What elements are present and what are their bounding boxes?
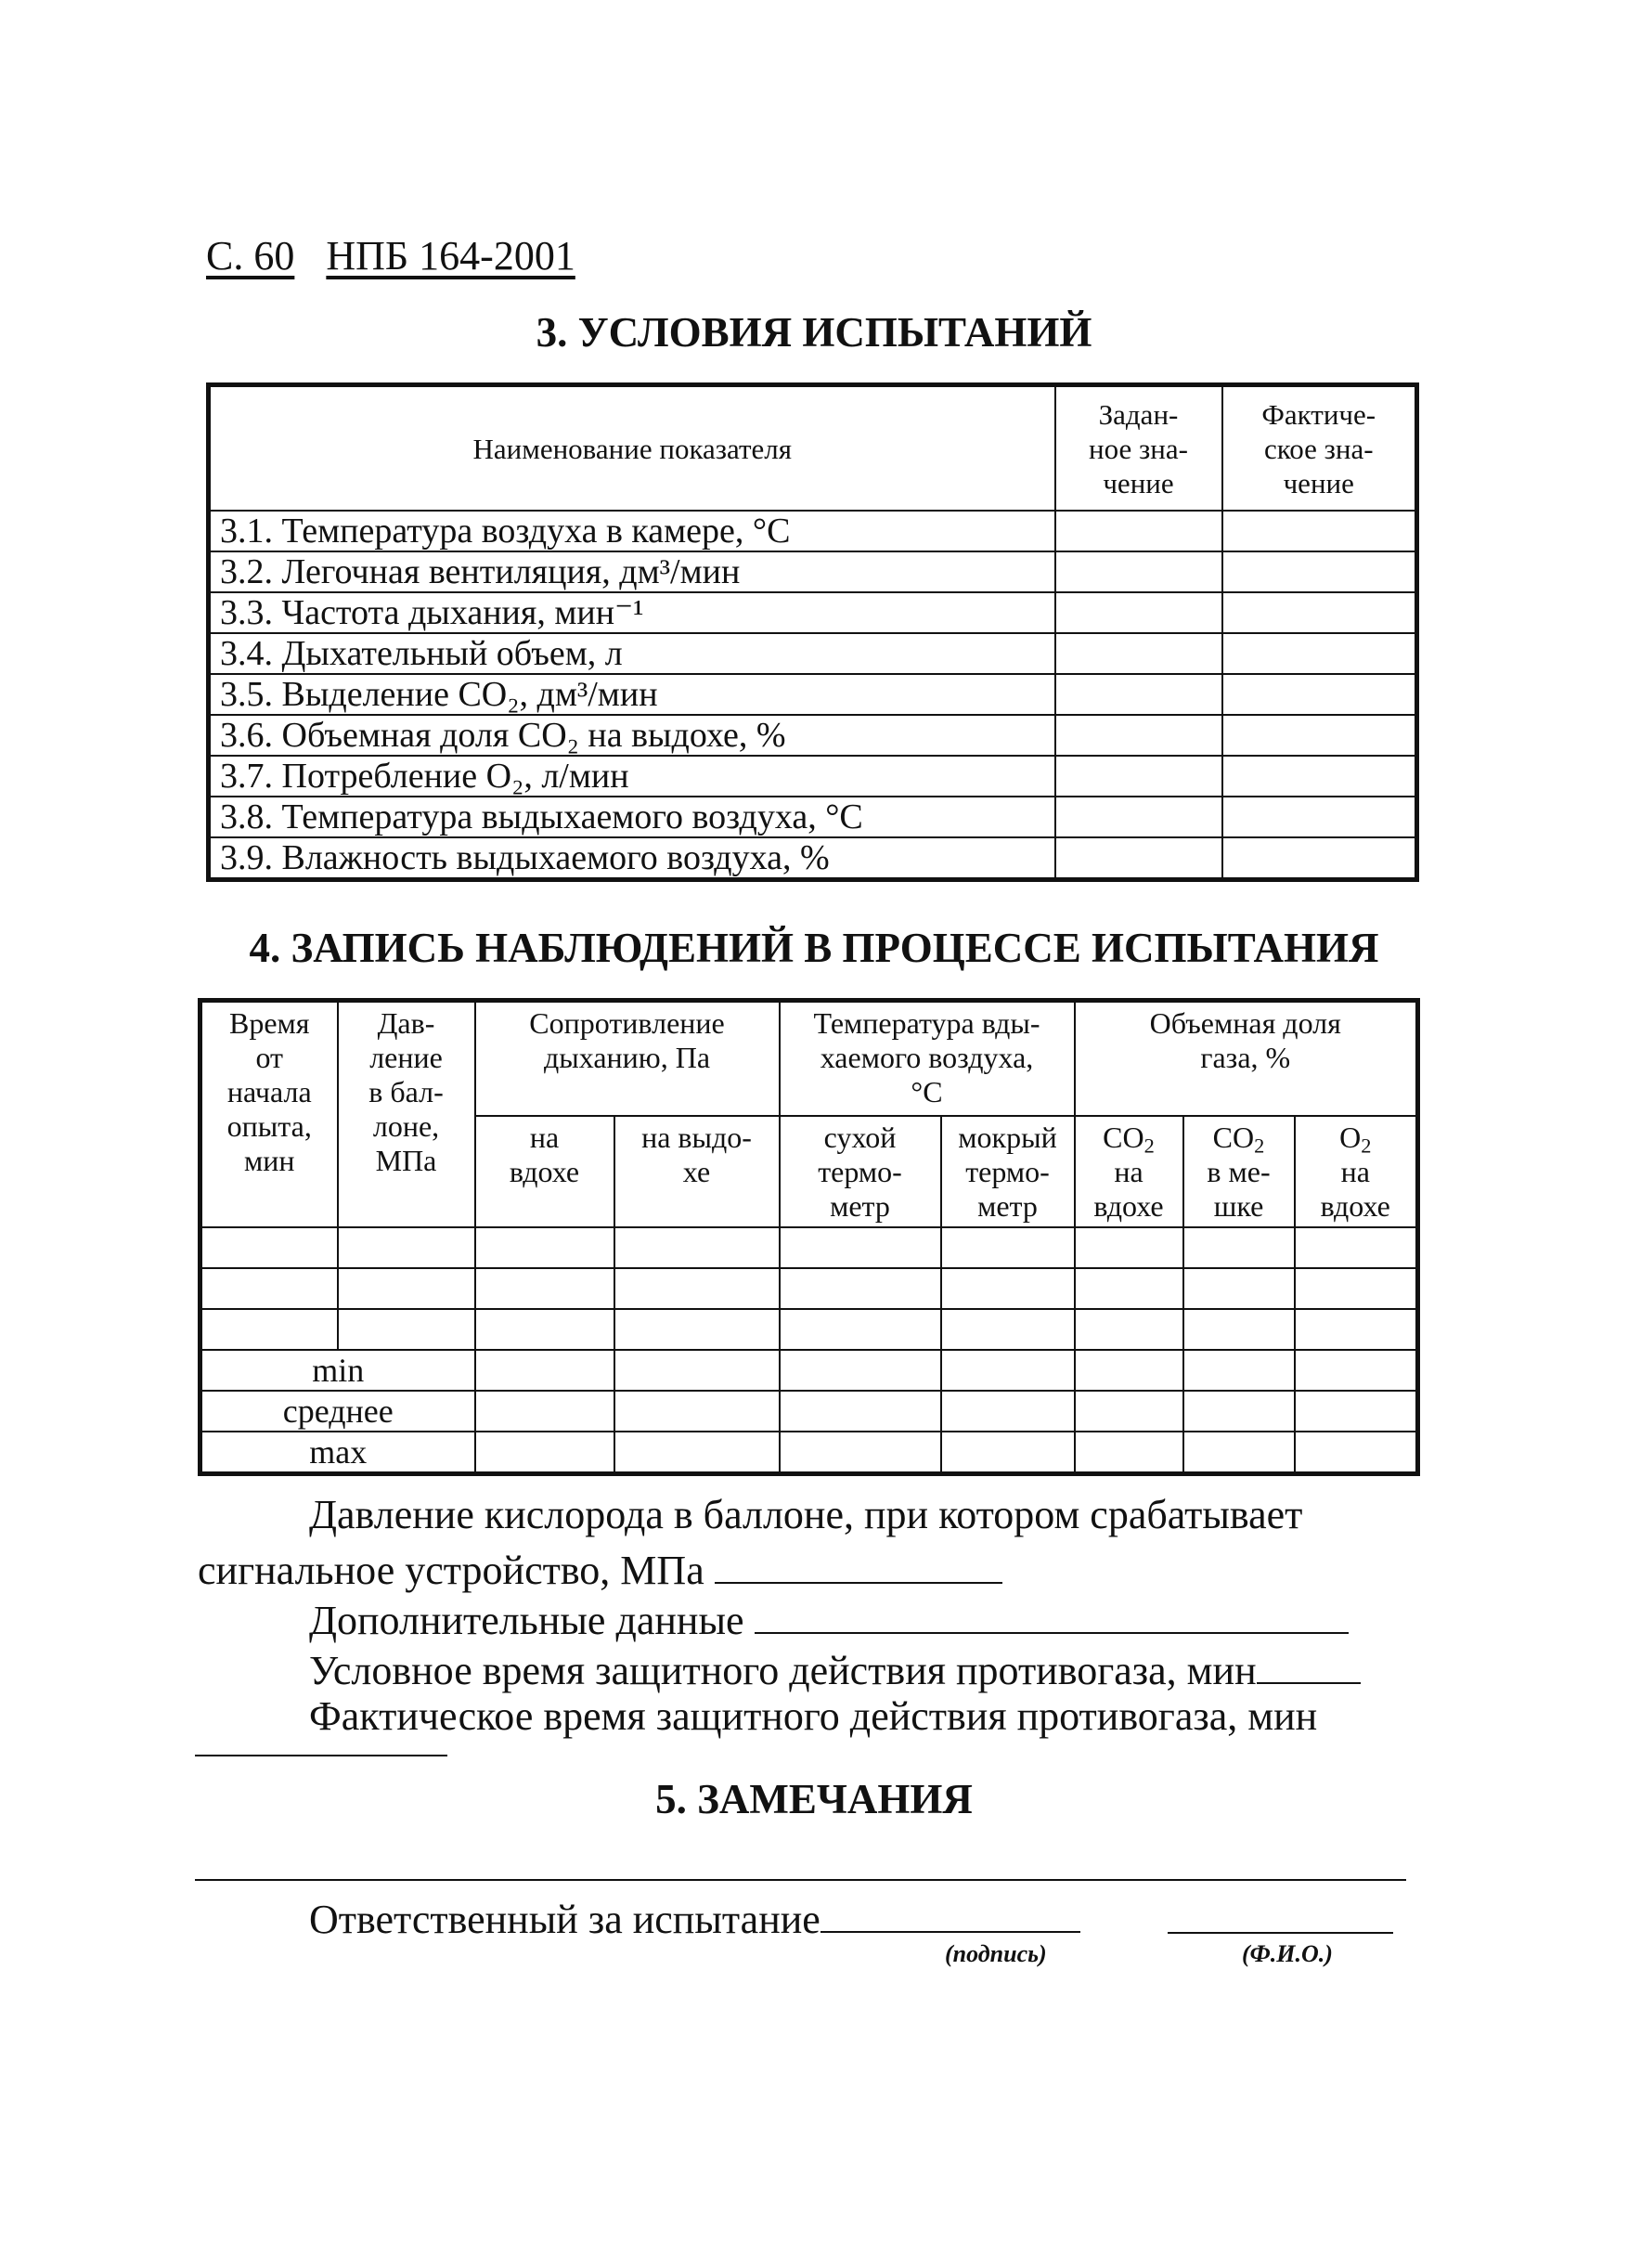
target-value-cell bbox=[1055, 715, 1222, 756]
condition-row bbox=[209, 715, 1417, 756]
observation-cell bbox=[1295, 1227, 1418, 1268]
summary-cell bbox=[941, 1350, 1075, 1391]
signature-caption: (подпись) bbox=[945, 1940, 1047, 1967]
summary-cell bbox=[1183, 1432, 1295, 1474]
condition-label: 3.6. Объемная доля СО₂ на выдохе, % bbox=[209, 715, 1055, 756]
observation-cell bbox=[200, 1227, 338, 1268]
observation-cell bbox=[780, 1227, 941, 1268]
observation-cell bbox=[1075, 1227, 1183, 1268]
observation-cell bbox=[614, 1309, 780, 1350]
condition-label: 3.7. Потребление О₂, л/мин bbox=[209, 756, 1055, 797]
column-header-exhale: на выдо- хе bbox=[614, 1116, 780, 1227]
observation-row bbox=[200, 1309, 1418, 1350]
observation-cell bbox=[1295, 1268, 1418, 1309]
condition-label: 3.8. Температура выдыхаемого воздуха, °С bbox=[209, 797, 1055, 837]
responsible-person: Ответственный за испытание bbox=[309, 1890, 1080, 1945]
name-line bbox=[1168, 1932, 1393, 1934]
page-number: С. 60 bbox=[206, 233, 295, 279]
note-additional-data: Дополнительные данные bbox=[309, 1591, 1349, 1646]
observation-cell bbox=[1295, 1309, 1418, 1350]
condition-row bbox=[209, 633, 1417, 674]
summary-row bbox=[200, 1432, 1418, 1474]
condition-label: 3.4. Дыхательный объем, л bbox=[209, 633, 1055, 674]
column-header-indicator: Наименование показателя bbox=[209, 385, 1055, 512]
page-header bbox=[206, 232, 575, 279]
actual-value-cell bbox=[1222, 756, 1417, 797]
blank-line bbox=[195, 1755, 447, 1756]
observation-cell bbox=[1075, 1309, 1183, 1350]
summary-cell bbox=[475, 1391, 614, 1432]
column-header-pressure: Дав- ление в бал- лоне, МПа bbox=[338, 1001, 475, 1227]
condition-row bbox=[209, 837, 1417, 880]
summary-cell bbox=[1295, 1391, 1418, 1432]
summary-cell bbox=[1075, 1432, 1183, 1474]
target-value-cell bbox=[1055, 633, 1222, 674]
summary-row bbox=[200, 1350, 1418, 1391]
summary-cell bbox=[941, 1391, 1075, 1432]
observation-cell bbox=[200, 1309, 338, 1350]
section-4-title: 4. ЗАПИСЬ НАБЛЮДЕНИЙ В ПРОЦЕССЕ ИСПЫТАНИЯ bbox=[249, 925, 1379, 971]
target-value-cell bbox=[1055, 674, 1222, 715]
condition-row bbox=[209, 756, 1417, 797]
observation-cell bbox=[338, 1227, 475, 1268]
condition-row bbox=[209, 592, 1417, 633]
condition-label: 3.3. Частота дыхания, мин⁻¹ bbox=[209, 592, 1055, 633]
target-value-cell bbox=[1055, 592, 1222, 633]
column-header-co2-bag: $СО_2$ в ме- шке bbox=[1183, 1116, 1295, 1227]
condition-row bbox=[209, 797, 1417, 837]
condition-label: 3.5. Выделение СО₂, дм³/мин bbox=[209, 674, 1055, 715]
column-header-target: Задан- ное зна- чение bbox=[1055, 385, 1222, 512]
summary-cell bbox=[941, 1432, 1075, 1474]
section-5-title: 5. ЗАМЕЧАНИЯ bbox=[655, 1776, 973, 1822]
observation-cell bbox=[1183, 1268, 1295, 1309]
target-value-cell bbox=[1055, 551, 1222, 592]
summary-label: min bbox=[200, 1350, 475, 1391]
blank-line bbox=[1257, 1641, 1361, 1684]
observation-cell bbox=[614, 1268, 780, 1309]
summary-cell bbox=[780, 1391, 941, 1432]
observation-cell bbox=[475, 1309, 614, 1350]
observation-cell bbox=[614, 1227, 780, 1268]
summary-label: max bbox=[200, 1432, 475, 1474]
actual-value-cell bbox=[1222, 551, 1417, 592]
summary-label: среднее bbox=[200, 1391, 475, 1432]
summary-cell bbox=[1075, 1350, 1183, 1391]
actual-value-cell bbox=[1222, 592, 1417, 633]
section-3-title: 3. УСЛОВИЯ ИСПЫТАНИЙ bbox=[536, 309, 1092, 356]
summary-cell bbox=[1183, 1391, 1295, 1432]
observation-cell bbox=[1075, 1268, 1183, 1309]
observations-table bbox=[198, 998, 1420, 1476]
column-group-resistance: Сопротивление дыханию, Па bbox=[475, 1001, 780, 1116]
actual-value-cell bbox=[1222, 797, 1417, 837]
summary-cell bbox=[780, 1350, 941, 1391]
actual-value-cell bbox=[1222, 633, 1417, 674]
summary-cell bbox=[1183, 1350, 1295, 1391]
observation-cell bbox=[941, 1309, 1075, 1350]
observation-row bbox=[200, 1268, 1418, 1309]
column-header-wet-thermometer: мокрый термо- метр bbox=[941, 1116, 1075, 1227]
signature-line bbox=[820, 1890, 1080, 1933]
summary-cell bbox=[614, 1350, 780, 1391]
blank-line bbox=[715, 1541, 1002, 1584]
summary-cell bbox=[1295, 1350, 1418, 1391]
target-value-cell bbox=[1055, 511, 1222, 551]
observation-cell bbox=[338, 1268, 475, 1309]
condition-row bbox=[209, 511, 1417, 551]
column-header-dry-thermometer: сухой термо- метр bbox=[780, 1116, 941, 1227]
target-value-cell bbox=[1055, 837, 1222, 880]
observation-row bbox=[200, 1227, 1418, 1268]
remarks-line bbox=[195, 1879, 1406, 1881]
summary-cell bbox=[1075, 1391, 1183, 1432]
column-header-time: Время от начала опыта, мин bbox=[200, 1001, 338, 1227]
column-header-o2-inhale: $О_2$ на вдохе bbox=[1295, 1116, 1418, 1227]
column-group-temperature: Температура вды- хаемого воздуха, °С bbox=[780, 1001, 1075, 1116]
summary-cell bbox=[614, 1432, 780, 1474]
actual-value-cell bbox=[1222, 674, 1417, 715]
note-oxygen-pressure-line2: сигнальное устройство, МПа bbox=[198, 1541, 1002, 1596]
observation-cell bbox=[1183, 1309, 1295, 1350]
observation-cell bbox=[780, 1309, 941, 1350]
test-conditions-table bbox=[206, 382, 1419, 882]
summary-cell bbox=[614, 1391, 780, 1432]
column-header-actual: Фактиче- ское зна- чение bbox=[1222, 385, 1417, 512]
observation-cell bbox=[475, 1227, 614, 1268]
column-header-inhale: на вдохе bbox=[475, 1116, 614, 1227]
note-oxygen-pressure-line1: Давление кислорода в баллоне, при котором срабатывает bbox=[309, 1492, 1303, 1537]
column-group-gas-fraction: Объемная доля газа, % bbox=[1075, 1001, 1418, 1116]
actual-value-cell bbox=[1222, 511, 1417, 551]
target-value-cell bbox=[1055, 756, 1222, 797]
condition-label: 3.1. Температура воздуха в камере, °С bbox=[209, 511, 1055, 551]
observation-cell bbox=[941, 1268, 1075, 1309]
document-code: НПБ 164-2001 bbox=[326, 233, 575, 279]
observation-cell bbox=[200, 1268, 338, 1309]
summary-cell bbox=[780, 1432, 941, 1474]
observation-cell bbox=[338, 1309, 475, 1350]
summary-cell bbox=[475, 1350, 614, 1391]
observation-cell bbox=[1183, 1227, 1295, 1268]
target-value-cell bbox=[1055, 797, 1222, 837]
blank-line bbox=[755, 1591, 1349, 1634]
note-actual-time: Фактическое время защитного действия противогаза, мин bbox=[309, 1693, 1318, 1739]
observation-cell bbox=[941, 1227, 1075, 1268]
observation-cell bbox=[780, 1268, 941, 1309]
condition-row bbox=[209, 551, 1417, 592]
actual-value-cell bbox=[1222, 837, 1417, 880]
condition-label: 3.2. Легочная вентиляция, дм³/мин bbox=[209, 551, 1055, 592]
name-caption: (Ф.И.О.) bbox=[1242, 1940, 1333, 1967]
observation-cell bbox=[475, 1268, 614, 1309]
summary-cell bbox=[475, 1432, 614, 1474]
condition-row bbox=[209, 674, 1417, 715]
column-header-co2-inhale: $СО_2$ на вдохе bbox=[1075, 1116, 1183, 1227]
summary-cell bbox=[1295, 1432, 1418, 1474]
condition-label: 3.9. Влажность выдыхаемого воздуха, % bbox=[209, 837, 1055, 880]
actual-value-cell bbox=[1222, 715, 1417, 756]
note-nominal-time: Условное время защитного действия противогаза, мин bbox=[309, 1641, 1361, 1696]
summary-row bbox=[200, 1391, 1418, 1432]
